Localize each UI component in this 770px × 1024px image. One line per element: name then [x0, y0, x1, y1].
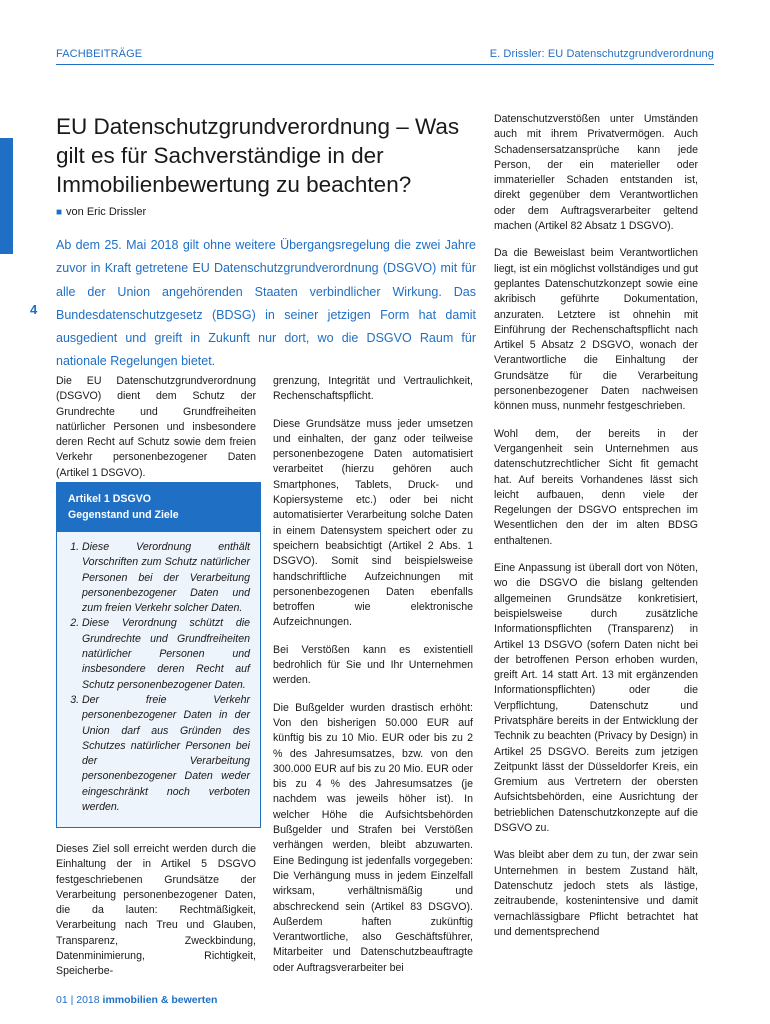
body-paragraph: Wohl dem, der bereits in der Vergangenheit sein Unternehmen aus datenschutzrechtlicher Sicht fit gemacht hat. Auf bereits Vorhandenes lässt sich leicht aufbauen, denn viele der Regelungen der DSGVO entsprechen im Wesentlichen den der im alten BDSG enthaltenen.: [494, 427, 698, 547]
article-1-box: [56, 482, 261, 828]
header-running-title: E. Drissler: EU Datenschutzgrundverordnung: [489, 48, 714, 60]
box-heading: [57, 483, 260, 532]
column-2: [273, 374, 473, 988]
side-accent-tab: [0, 138, 13, 254]
box-list: [57, 540, 250, 815]
column-3: [494, 112, 698, 952]
box-heading-line-2: Gegenstand und Ziele: [68, 509, 179, 521]
body-paragraph: Eine Anpassung ist überall dort von Nöten, wo die DSGVO die bislang geltenden allgemeinen Grundsätze konkretisiert, beispielsweise durch zusätzliche Informationspflichten (Transparenz) in Artikel 13 DSGVO (sofern Daten nicht bei der betroffenen Person erhoben wurden, greift Art. 14 statt Art. 13 mit ergänzenden Informationspflichten) oder die Verpflichtung, Datenschutz und Privatsphäre bereits in der Entwicklung der Technik zu beachten (Privacy by Design) in Artikel 25 DSGVO. Bereits zum jetzigen Zeitpunkt lässt der Düsseldorfer Kreis, ein Gremium aus Vertretern der obersten Aufsichtsbehörden, eine Ausrichtung der betrieblichen Datenschutzkonzepte auf die DSGVO zu.: [494, 562, 698, 835]
body-paragraph: Da die Beweislast beim Verantwortlichen liegt, ist ein möglichst vollständiges und gut geplantes Datenschutzkonzept sowie eine akribisch geführte Dokumentation, anzuraten. Letztere ist ohnehin mit Einführung der Rechenschaftspflicht nach Artikel 5 Absatz 2 DSGVO, wonach der Verantwortliche die Einhaltung der Grundsätze für die Verarbeitung personenbezogener Daten nachweisen können muss, nunmehr festgeschrieben.: [494, 247, 698, 413]
body-paragraph: Diese Grundsätze muss jeder umsetzen und einhalten, der ganz oder teilweise personenbezogene Daten automatisiert verarbeitet (hierzu gehören auch Smartphones, Tablets, Druck- und Kopiersysteme etc.) oder bei nicht automatisierter Verarbeitung solche Daten in einem Datensystem speichert oder zu speichern beabsichtigt (Artikel 2 Abs. 1 DSGVO). Somit sind beispielsweise handschriftliche Aufzeichnungen mit personenbezogenen Daten ebenfalls betroffen wie elektronische Aufzeichnungen.: [273, 417, 473, 629]
body-paragraph: Was bleibt aber dem zu tun, der zwar sein Unternehmen in bestem Zustand hält, Datenschutz jedoch stets als lästige, zeitraubende, kostenintensive und damit vernachlässigbare Pflicht betrachtet hat und dementsprechend: [494, 849, 698, 938]
footer-brand: immobilien & bewerten: [102, 994, 218, 1006]
box-heading-line-1: Artikel 1 DSGVO: [68, 493, 152, 505]
body-paragraph: Dieses Ziel soll erreicht werden durch die Einhaltung der in Artikel 5 DSGVO festgeschriebenen Grundsätze der Verarbeitung personenbezogener Daten, die da lauten: Rechtmäßigkeit, Verarbeitung nach Treu und Glauben, Transparenz, Zweckbindung, Datenminimierung, Richtigkeit, Speicherbe-: [56, 843, 256, 978]
page-number: 4: [30, 302, 38, 317]
header-divider: [56, 64, 714, 65]
page-footer: [56, 994, 217, 1006]
body-paragraph: Die Bußgelder wurden drastisch erhöht: Von den bisherigen 50.000 EUR auf künftig bis zu 10 Mio. EUR oder bis zu 2 % des Jahresumsatzes, bzw. von den 300.000 EUR auf bis zu 20 Mio. EUR oder bis zu 4 % des Jahresumsatzes (je nachdem was jeweils höher ist). In welcher Höhe die Aufsichtsbehörden Bußgelder und Strafen bei Verstößen verhängen werden, bleibt abzuwarten. Eine Bedingung ist jedenfalls vorgegeben: Die Verhängung muss in jedem Einzelfall wirksam, verhältnismäßig und abschreckend sein (Artikel 83 DSGVO). Außerdem haften zukünftig Verantwortliche, also Geschäftsführer, Mitarbeiter und Datenschutzbeauftragte oder Auftragsverarbeiter bei: [273, 701, 473, 974]
body-paragraph: Datenschutzverstößen unter Umständen auch mit ihrem Privatvermögen. Auch Schadensersatzansprüche kann jede Person, der ein materieller oder immaterieller Schaden entstanden ist, direkt gegenüber dem Verantwortlichen oder dem Auftragsverarbeiter geltend machen (Artikel 82 Absatz 1 DSGVO).: [494, 113, 698, 233]
footer-issue: 01 | 2018: [56, 994, 100, 1006]
author-line: [56, 206, 146, 218]
author-name: von Eric Drissler: [66, 206, 147, 218]
box-list-item: 3. Der freie Verkehr personenbezogener Daten in der Union darf aus Gründen des Schutzes natürlicher Personen bei der Verarbeitung personenbezogener Daten weder eingeschränkt noch verboten werden.: [82, 693, 250, 815]
body-paragraph: Die EU Datenschutzgrundverordnung (DSGVO) dient dem Schutz der Grundrechte und Grundfreiheiten natürlicher Personen und insbesondere deren Recht auf Schutz sowie dem freien Verkehr personenbezogener Daten (Artikel 1 DSGVO).: [56, 375, 256, 479]
body-paragraph: Bei Verstößen kann es existentiell bedrohlich für Sie und Ihr Unternehmen werden.: [273, 643, 473, 687]
lead-paragraph: Ab dem 25. Mai 2018 gilt ohne weitere Übergangsregelung die zwei Jahre zuvor in Kraft getretene EU Datenschutzgrundverordnung (DSGVO) mit für alle der Union angehörenden Staaten verbindlicher Wirkung. Das Bundesdatenschutzgesetz (BDSG) in seiner jetzigen Form hat damit ausgedient und greift in Zukunft nur dort, wo die DSGVO Raum für nationale Regelungen bietet.: [56, 238, 476, 369]
article-title: EU Datenschutzgrundverordnung – Was gilt es für Sachverständige in der Immobilienbewertung zu beachten?: [56, 114, 460, 197]
column-1-bottom: [56, 842, 256, 992]
box-list-item: 2. Diese Verordnung schützt die Grundrechte und Grundfreiheiten natürlicher Personen und insbesondere deren Recht auf Schutz personenbezogener Daten.: [82, 616, 250, 692]
header-section-label: FACHBEITRÄGE: [56, 48, 143, 60]
column-1-top: [56, 374, 256, 493]
box-list-item: 1. Diese Verordnung enthält Vorschriften zum Schutz natürlicher Personen bei der Verarbeitung personenbezogener Daten und zum freien Verkehr solcher Daten.: [82, 540, 250, 616]
body-paragraph: grenzung, Integrität und Vertraulichkeit, Rechenschaftspflicht.: [273, 375, 473, 403]
author-marker: ■: [56, 207, 63, 218]
